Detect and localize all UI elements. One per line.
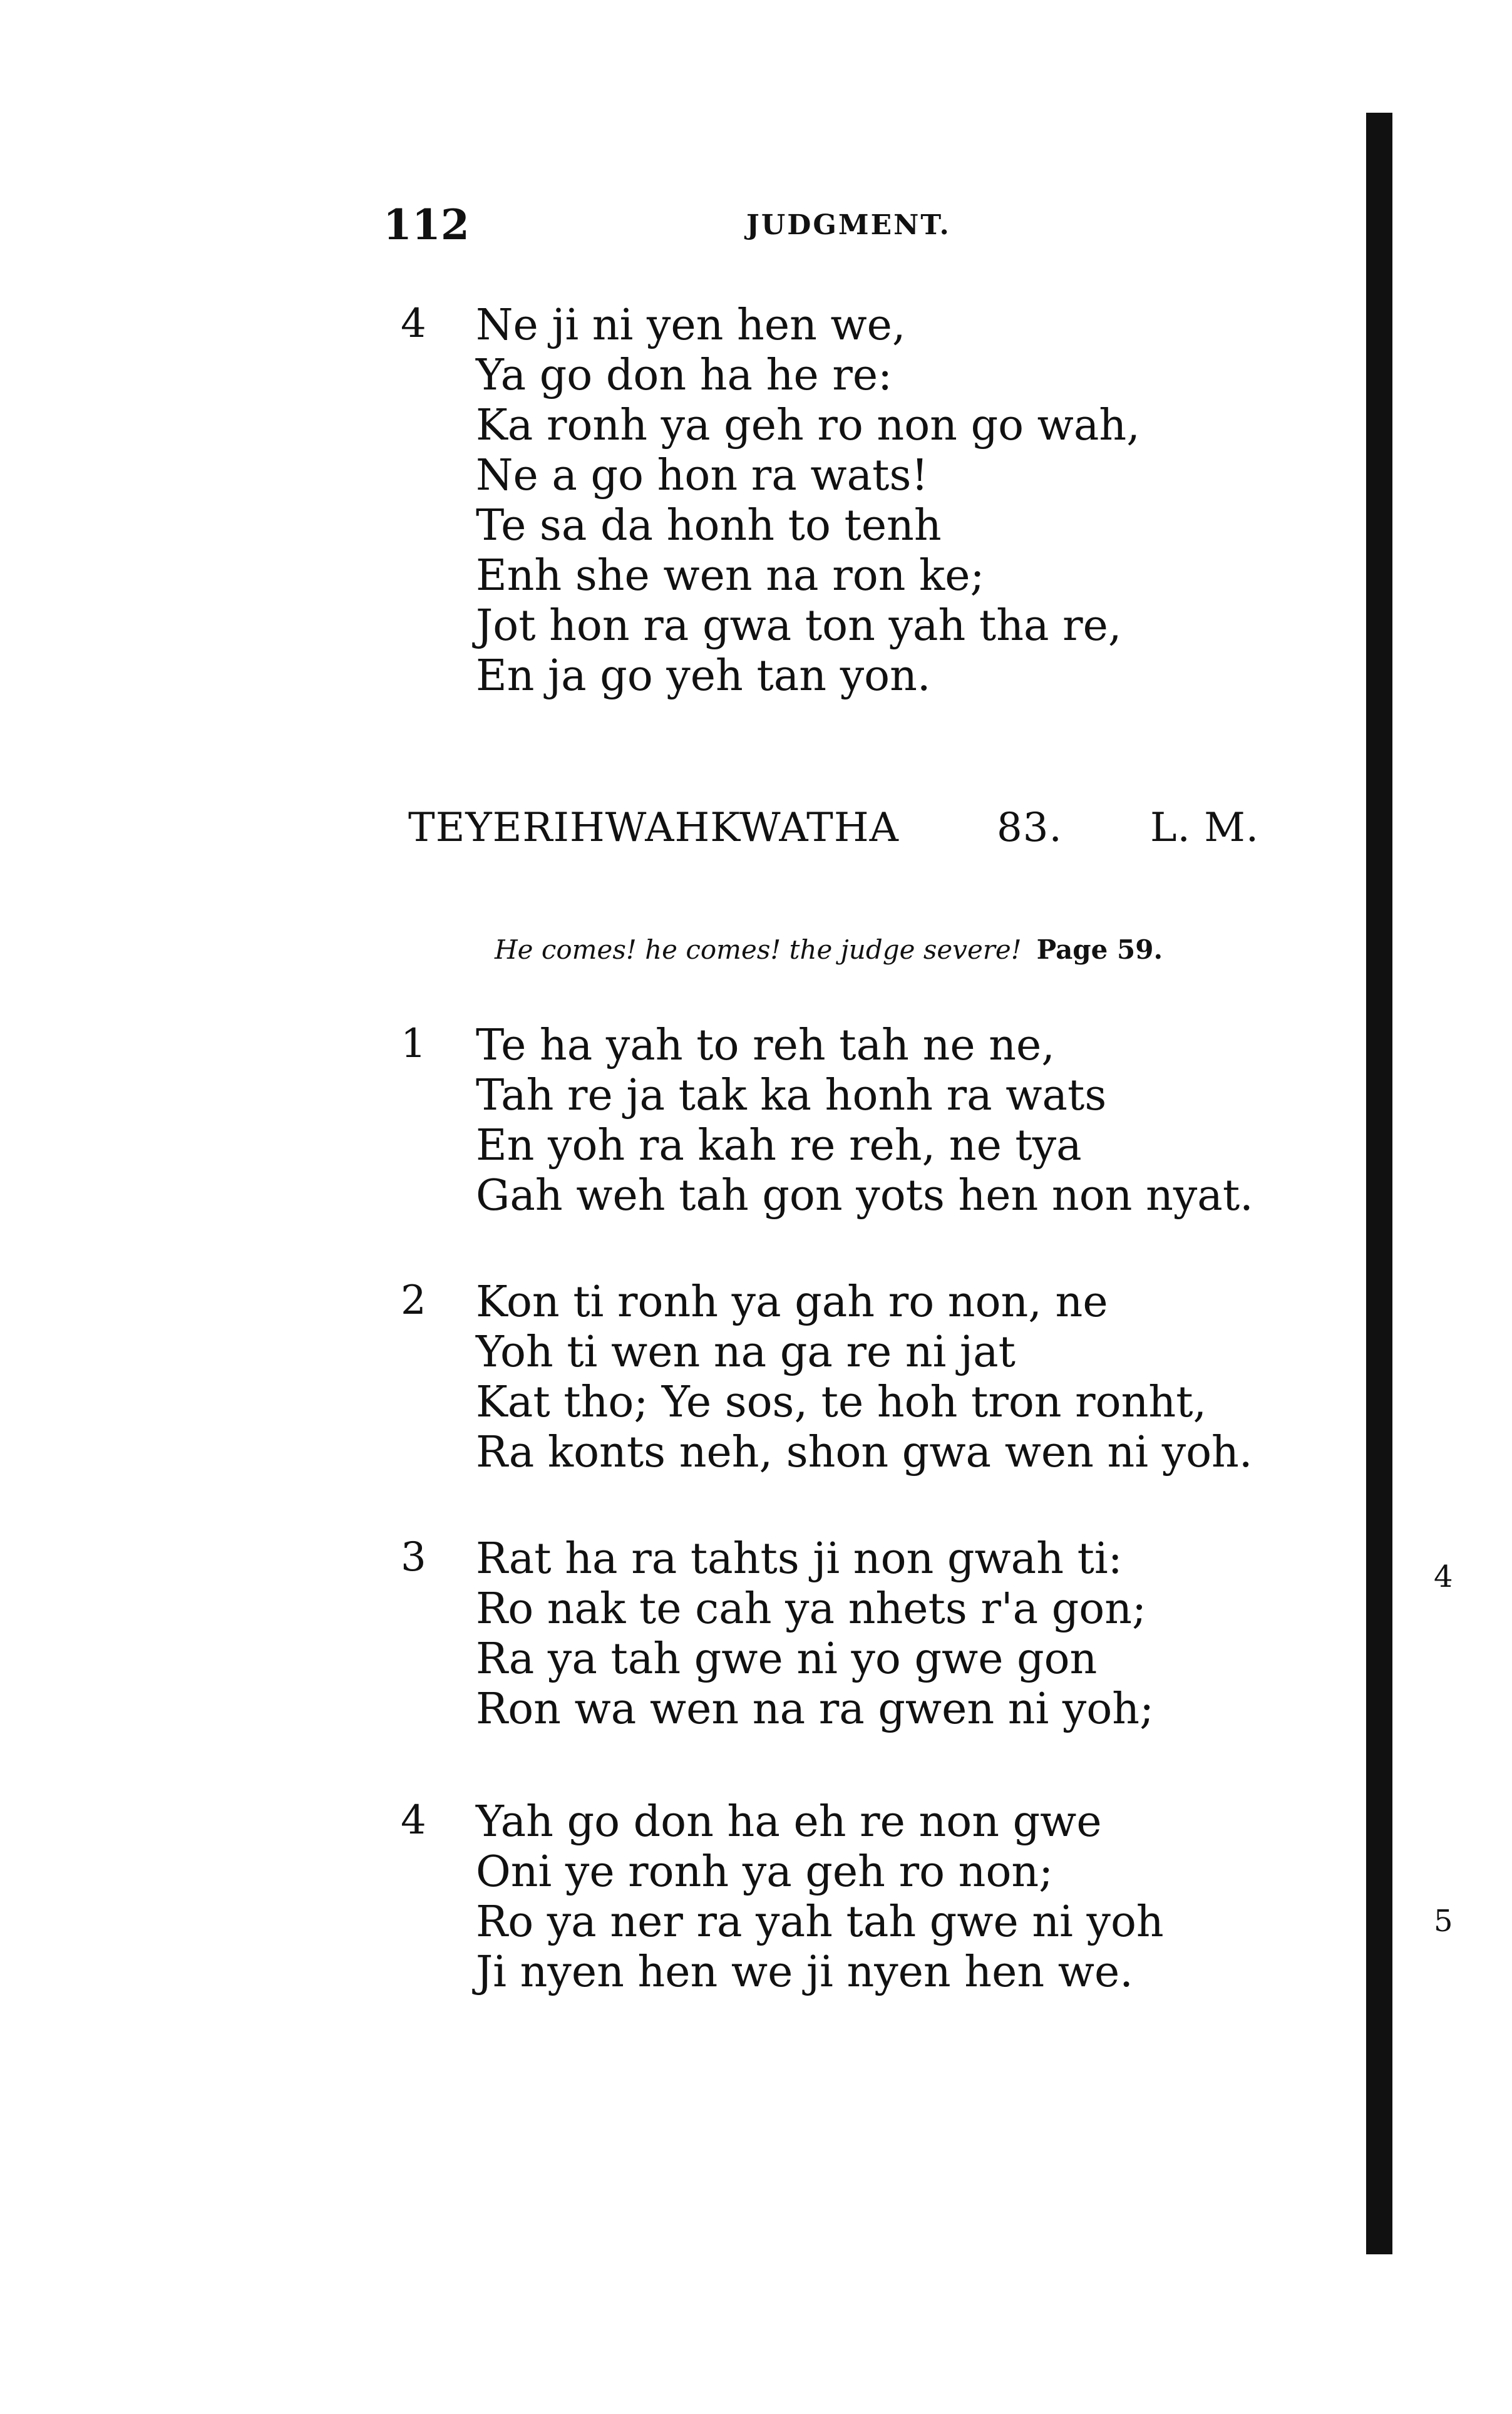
page-header: [383, 200, 1272, 257]
verse-line: Ro ya ner ra yah tah gwe ni yoh: [476, 1897, 1164, 1947]
stanza-number: 3: [401, 1534, 426, 1581]
tune-reference-page: Page 59.: [1036, 934, 1163, 965]
verse-line: Te sa da honh to tenh: [476, 501, 942, 550]
stanza-number: 1: [401, 1021, 426, 1067]
hymn-meter: L. M.: [1150, 805, 1260, 851]
stanza-number: 4: [401, 301, 426, 347]
verse-line: Jot hon ra gwa ton yah tha re,: [476, 601, 1122, 651]
stanza-number: 4: [401, 1797, 426, 1844]
page-number: 112: [383, 200, 470, 249]
verse-line: Ra konts neh, shon gwa wen ni yoh.: [476, 1428, 1253, 1477]
stanza-lines: [476, 1021, 1253, 1221]
verse-line: En ja go yeh tan yon.: [476, 651, 931, 701]
verse-line: Te ha yah to reh tah ne ne,: [476, 1021, 1055, 1070]
verse-line: En yoh ra kah re reh, ne tya: [476, 1121, 1082, 1170]
tune-reference: [495, 934, 1163, 965]
verse-line: Kon ti ronh ya gah ro non, ne: [476, 1277, 1108, 1327]
stanza-lines: [476, 301, 1140, 701]
verse-line: Ya go don ha he re:: [476, 351, 892, 400]
stanza-number: 2: [401, 1277, 426, 1324]
page-edge-shadow: [1366, 113, 1392, 2254]
verse-line: Gah weh tah gon yots hen non nyat.: [476, 1171, 1253, 1220]
verse-line: Ra ya tah gwe ni yo gwe gon: [476, 1634, 1098, 1684]
stanza-lines: [476, 1534, 1154, 1735]
verse-line: Oni ye ronh ya geh ro non;: [476, 1847, 1054, 1897]
stanza-lines: [476, 1797, 1164, 1998]
verse-line: Ka ronh ya geh ro non go wah,: [476, 401, 1140, 450]
verse-line: Ro nak te cah ya nhets r'a gon;: [476, 1584, 1146, 1634]
verse-line: Ron wa wen na ra gwen ni yoh;: [476, 1684, 1154, 1734]
hymn-name: TEYERIHWAHKWATHA: [408, 805, 899, 851]
verse-line: Tah re ja tak ka honh ra wats: [476, 1071, 1107, 1120]
verse-line: Ne a go hon ra wats!: [476, 451, 928, 500]
verse-line: Rat ha ra tahts ji non gwah ti:: [476, 1534, 1123, 1584]
running-title: JUDGMENT.: [746, 209, 951, 241]
margin-mark: 5: [1434, 1904, 1453, 1939]
verse-line: Enh she wen na ron ke;: [476, 551, 985, 601]
verse-line: Yoh ti wen na ga re ni jat: [476, 1328, 1016, 1377]
verse-line: Kat tho; Ye sos, te hoh tron ronht,: [476, 1378, 1207, 1427]
verse-line: Ne ji ni yen hen we,: [476, 301, 906, 350]
margin-mark: 4: [1434, 1559, 1453, 1594]
verse-line: Ji nyen hen we ji nyen hen we.: [476, 1947, 1133, 1997]
stanza-lines: [476, 1277, 1252, 1478]
hymn-number: 83.: [997, 805, 1062, 851]
tune-reference-text: He comes! he comes! the judge severe!: [495, 934, 1022, 965]
verse-line: Yah go don ha eh re non gwe: [476, 1797, 1102, 1847]
